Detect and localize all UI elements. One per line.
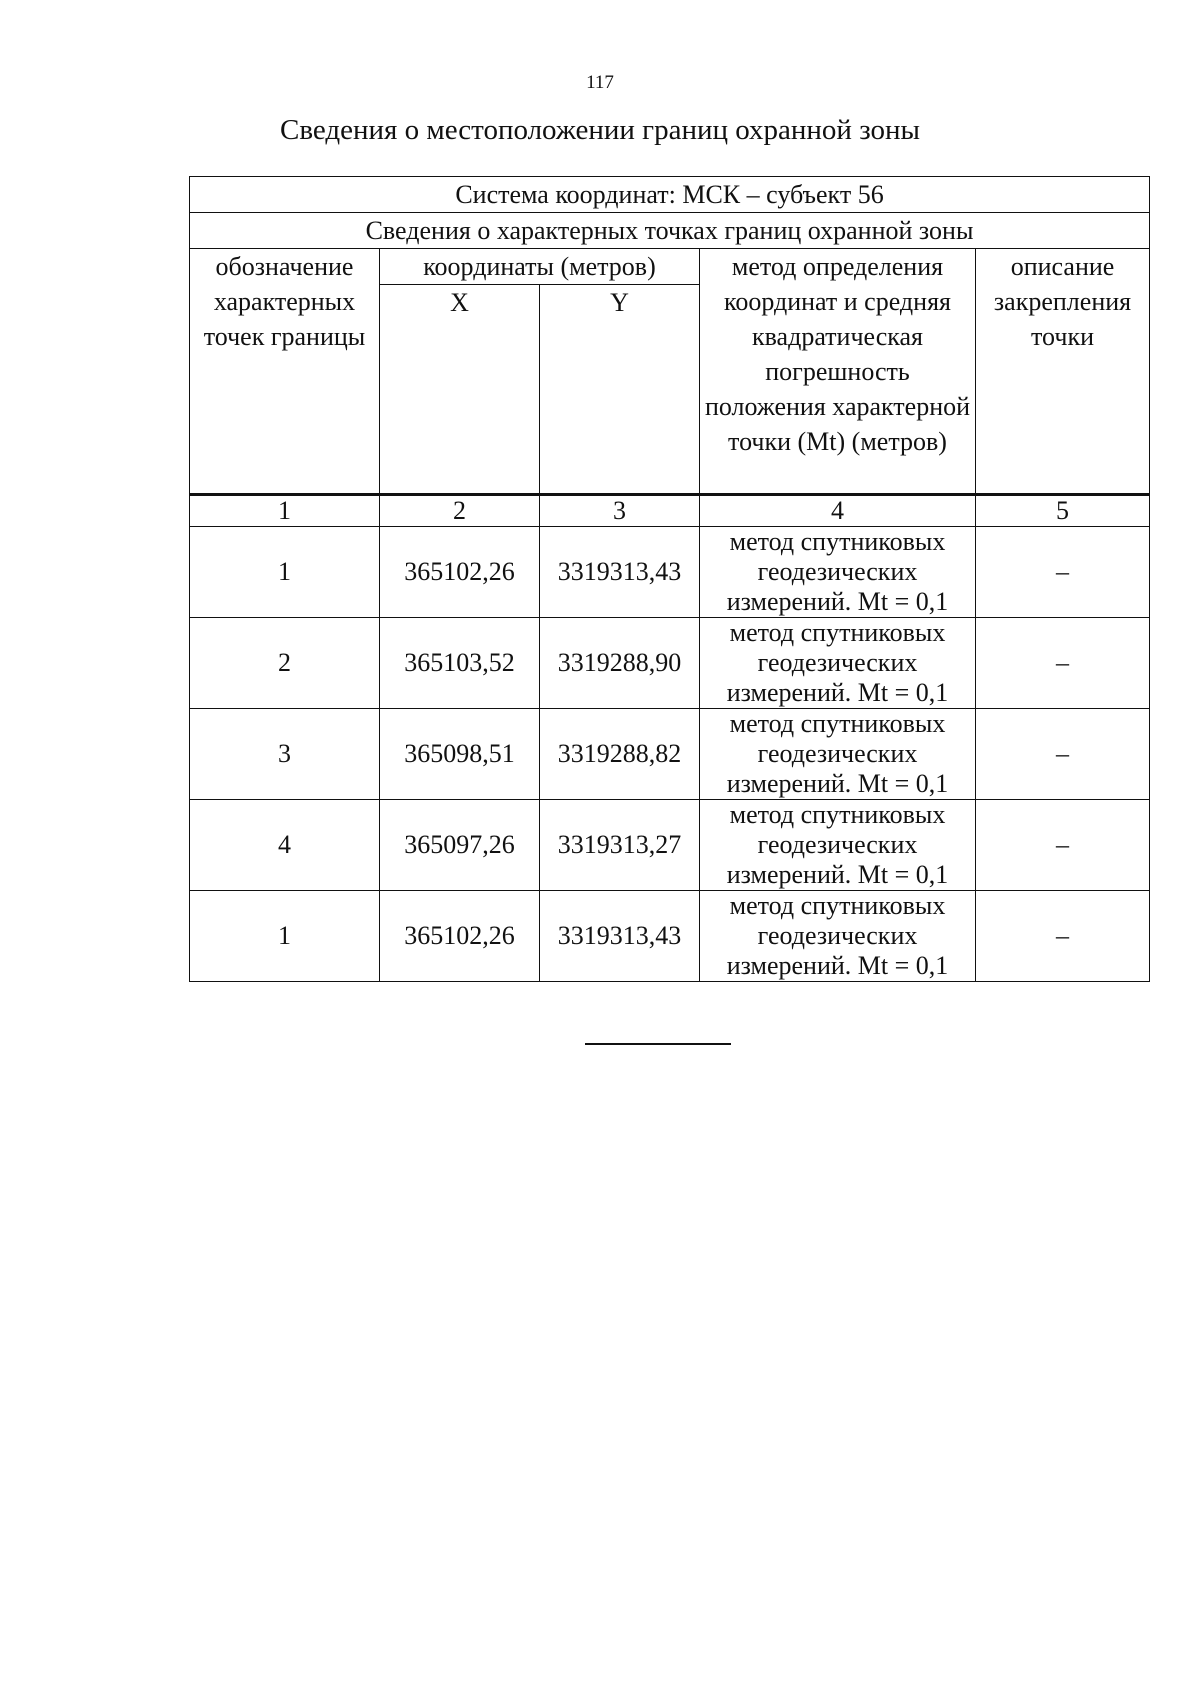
section-title-row (190, 213, 1150, 249)
document-title: Сведения о местоположении границ охранной зоны (279, 114, 920, 146)
header-x: X (380, 285, 540, 495)
column-numbers-row (190, 495, 1150, 527)
coordinates-table (189, 176, 1150, 982)
description-cell: – (976, 709, 1150, 800)
x-cell: 365102,26 (380, 527, 540, 618)
y-cell: 3319288,90 (540, 618, 700, 709)
y-cell: 3319313,43 (540, 527, 700, 618)
x-cell: 365102,26 (380, 891, 540, 982)
point-cell: 4 (190, 800, 380, 891)
method-cell: метод спутниковых геодезических измерений. Mt = 0,1 (700, 618, 976, 709)
point-cell: 3 (190, 709, 380, 800)
table-row (190, 709, 1150, 800)
end-separator-line (585, 1043, 731, 1045)
page-number: 117 (586, 72, 614, 93)
x-cell: 365097,26 (380, 800, 540, 891)
description-cell: – (976, 527, 1150, 618)
method-cell: метод спутниковых геодезических измерений. Mt = 0,1 (700, 527, 976, 618)
description-cell: – (976, 891, 1150, 982)
header-description: описание закрепления точки (976, 249, 1150, 495)
table-row (190, 527, 1150, 618)
table-row (190, 891, 1150, 982)
point-cell: 2 (190, 618, 380, 709)
header-coordinates-group: координаты (метров) (380, 249, 700, 285)
method-cell: метод спутниковых геодезических измерений. Mt = 0,1 (700, 800, 976, 891)
x-cell: 365098,51 (380, 709, 540, 800)
description-cell: – (976, 800, 1150, 891)
column-number: 5 (976, 495, 1150, 527)
table-row (190, 800, 1150, 891)
x-cell: 365103,52 (380, 618, 540, 709)
column-number: 4 (700, 495, 976, 527)
section-title-cell: Сведения о характерных точках границ охранной зоны (190, 213, 1150, 249)
description-cell: – (976, 618, 1150, 709)
header-point-designation: обозначение характерных точек границы (190, 249, 380, 495)
header-method: метод определения координат и средняя квадратическая погрешность положения характерной точки (Mt) (метров) (700, 249, 976, 495)
method-cell: метод спутниковых геодезических измерений. Mt = 0,1 (700, 709, 976, 800)
point-cell: 1 (190, 527, 380, 618)
column-number: 3 (540, 495, 700, 527)
header-y: Y (540, 285, 700, 495)
y-cell: 3319313,27 (540, 800, 700, 891)
point-cell: 1 (190, 891, 380, 982)
method-cell: метод спутниковых геодезических измерений. Mt = 0,1 (700, 891, 976, 982)
table-row (190, 618, 1150, 709)
column-number: 2 (380, 495, 540, 527)
column-number: 1 (190, 495, 380, 527)
coordinate-system-row (190, 177, 1150, 213)
coordinate-system-cell: Система координат: МСК – субъект 56 (190, 177, 1150, 213)
header-row (190, 249, 1150, 285)
y-cell: 3319313,43 (540, 891, 700, 982)
y-cell: 3319288,82 (540, 709, 700, 800)
